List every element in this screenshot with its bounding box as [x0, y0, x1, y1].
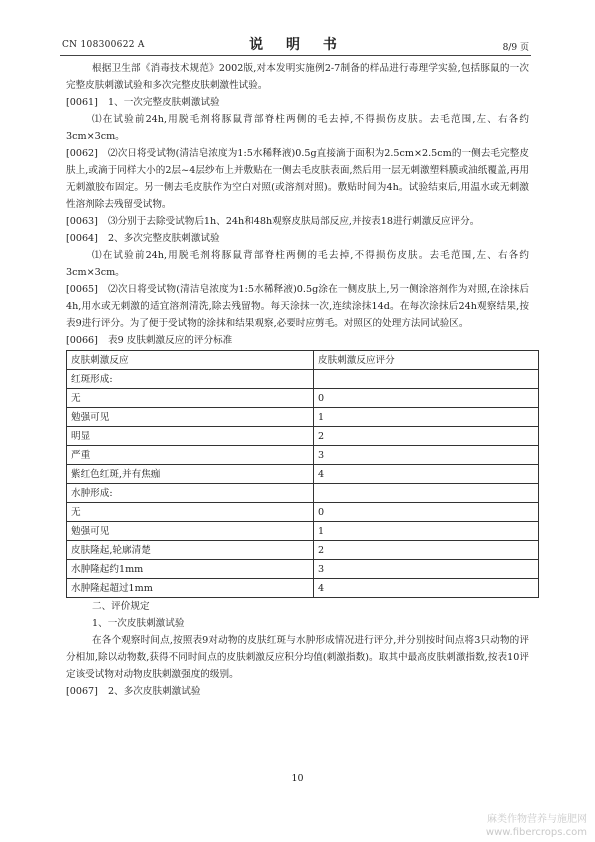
paragraph-0065 [66, 281, 529, 332]
paragraph-0064 [66, 230, 529, 247]
table-cell: 无 [67, 389, 314, 408]
table-row [67, 503, 539, 522]
table-cell: 紫红色红斑,并有焦痂 [67, 465, 314, 484]
header-rule [60, 55, 531, 56]
table-cell: 严重 [67, 446, 314, 465]
step-paragraph: ⑴在试验前24h,用脱毛剂将豚鼠背部脊柱两侧的毛去掉,不得损伤皮肤。去毛范围,左、右各约3cm×3cm。 [66, 250, 529, 278]
table-row [67, 560, 539, 579]
watermark-line: 麻类作物营养与施肥网 [487, 814, 587, 825]
document-body [66, 60, 529, 700]
table-row [67, 579, 539, 598]
table-cell: 3 [314, 560, 539, 579]
table-cell [314, 484, 539, 503]
table-row [67, 541, 539, 560]
table-header-row [67, 351, 539, 370]
table-cell: 2 [314, 427, 539, 446]
table-cell: 勉强可见 [67, 522, 314, 541]
table-cell [314, 370, 539, 389]
header-page-of: 8/9 页 [502, 43, 529, 53]
paragraph-0067 [66, 683, 529, 700]
table-cell: 3 [314, 446, 539, 465]
section-heading: 2、多次皮肤刺激试验 [108, 686, 201, 697]
table-cell: 勉强可见 [67, 408, 314, 427]
intro-paragraph: 根据卫生部《消毒技术规范》2002版,对本发明实施例2-7制备的样品进行毒理学实验,包括豚鼠的一次完整皮肤刺激试验和多次完整皮肤刺激性试验。 [66, 63, 529, 91]
paragraph-0061 [66, 94, 529, 111]
scoring-table [66, 350, 539, 598]
paragraph-text: ⑵次日将受试物(清洁皂浓度为1:5水稀释液)0.5g涂在一侧皮肤上,另一侧涂溶剂作为对照,在涂抹后4h,用水或无刺激的适宜溶剂清洗,除去残留物。每天涂抹一次,连续涂抹14d。在每次涂抹后24h观察结果,按表9进行评分。为了便于受试物的涂抹和结果观察,必要时应剪毛。对照区的处理方法同试验区。 [66, 284, 529, 329]
table-cell: 0 [314, 389, 539, 408]
paragraph-text: ⑵次日将受试物(清洁皂浓度为1:5水稀释液)0.5g直接滴于面积为2.5cm×2.5cm的一侧去毛完整皮肤上,或滴于同样大小的2层~4层纱布上并敷贴在一侧去毛皮肤表面,然后用一层无刺激塑料膜或油纸覆盖,再用无刺激胶布固定。另一侧去毛皮肤作为空白对照(或溶剂对照)。敷贴时间为4h。试验结束后,用温水或无刺激性溶剂除去残留受试物。 [66, 148, 529, 210]
table-cell: 1 [314, 408, 539, 427]
paragraph-number: [0064] [66, 233, 98, 244]
table-cell: 水肿隆起超过1mm [67, 579, 314, 598]
table-header-cell: 皮肤刺激反应 [67, 351, 314, 370]
page-number: 10 [291, 773, 304, 784]
table-row [67, 389, 539, 408]
paragraph-number: [0067] [66, 686, 98, 697]
evaluation-heading: 二、评价规定 [92, 601, 150, 612]
table-row [67, 408, 539, 427]
table-header-cell: 皮肤刺激反应评分 [314, 351, 539, 370]
table-cell: 水肿形成: [67, 484, 314, 503]
paragraph-0063 [66, 213, 529, 230]
table-cell: 水肿隆起约1mm [67, 560, 314, 579]
table-row [67, 484, 539, 503]
table-cell: 4 [314, 465, 539, 484]
table-cell: 2 [314, 541, 539, 560]
paragraph-text: ⑶分别于去除受试物后1h、24h和48h观察皮肤局部反应,并按表18进行刺激反应评分。 [108, 216, 480, 227]
table-caption: 表9 皮肤刺激反应的评分标准 [108, 335, 233, 346]
section-heading: 2、多次完整皮肤刺激试验 [108, 233, 220, 244]
table-cell: 红斑形成: [67, 370, 314, 389]
table-row [67, 522, 539, 541]
table-row [67, 465, 539, 484]
evaluation-subheading: 1、一次皮肤刺激试验 [92, 618, 185, 629]
table-cell: 无 [67, 503, 314, 522]
table-cell: 明显 [67, 427, 314, 446]
watermark [486, 813, 587, 839]
table-cell: 4 [314, 579, 539, 598]
table-row [67, 427, 539, 446]
paragraph-number: [0062] [66, 148, 98, 159]
table-cell: 0 [314, 503, 539, 522]
paragraph-number: [0061] [66, 97, 98, 108]
paragraph-0062 [66, 145, 529, 213]
evaluation-paragraph: 在各个观察时间点,按照表9对动物的皮肤红斑与水肿形成情况进行评分,并分别按时间点将3只动物的评分相加,除以动物数,获得不同时间点的皮肤刺激反应积分均值(刺激指数)。取其中最高皮肤刺激指数,按表10评定该受试物对动物皮肤刺激强度的级别。 [66, 635, 529, 680]
header-doc-number: CN 108300622 A [62, 40, 145, 50]
table-cell: 皮肤隆起,轮廓清楚 [67, 541, 314, 560]
paragraph-0066 [66, 332, 529, 349]
paragraph-number: [0065] [66, 284, 98, 295]
step-paragraph: ⑴在试验前24h,用脱毛剂将豚鼠背部脊柱两侧的毛去掉,不得损伤皮肤。去毛范围,左、右各约3cm×3cm。 [66, 114, 529, 142]
paragraph-number: [0066] [66, 335, 98, 346]
section-heading: 1、一次完整皮肤刺激试验 [108, 97, 220, 108]
table-row [67, 370, 539, 389]
paragraph-number: [0063] [66, 216, 98, 227]
watermark-line: www.fibercrops.com [485, 827, 587, 838]
table-row [67, 446, 539, 465]
header-title: 说 明 书 [249, 37, 346, 53]
table-cell: 1 [314, 522, 539, 541]
